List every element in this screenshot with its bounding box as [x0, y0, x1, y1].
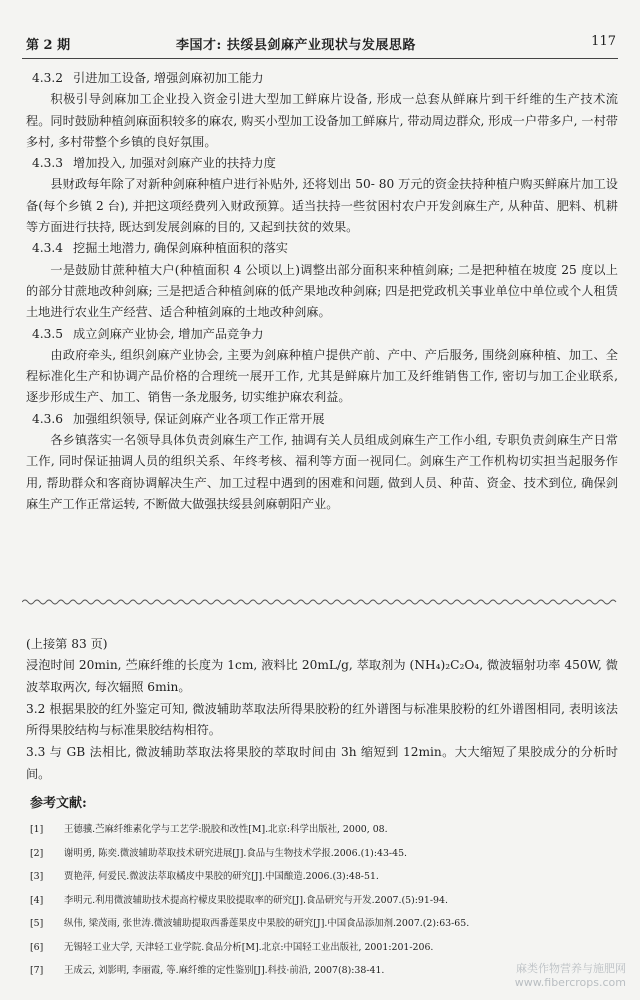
article-body [26, 68, 618, 515]
reference-text: 贾艳萍, 何爱民.微波法萃取橘皮中果胶的研究[J].中国酿造.2006.(3):48-51. [64, 871, 379, 882]
section-title: 成立剑麻产业协会, 增加产品竞争力 [73, 326, 264, 341]
reference-text: 无锡轻工业大学, 天津轻工业学院.食品分析[M].北京:中国轻工业出版社, 2001:201-206. [64, 941, 434, 953]
reference-number: [4] [30, 894, 44, 906]
section-4-3-5 [26, 324, 618, 409]
reference-number: [3] [30, 871, 44, 882]
reference-text: 李明元.利用微波辅助技术提高柠檬皮果胶提取率的研究[J].食品研究与开发.2007.(5):91-94. [64, 894, 448, 906]
references-title: 参考文献: [30, 796, 87, 811]
watermark-site-name: 麻类作物营养与施肥网 [516, 962, 626, 975]
section-4-3-3 [26, 153, 618, 238]
reference-number: [1] [30, 824, 44, 835]
reference-number: [7] [30, 965, 44, 976]
references-list [30, 818, 618, 983]
conclusion-3-2: 3.2 根据果胶的红外鉴定可知, 微波辅助萃取法所得果胶粉的红外谱图与标准果胶粉的红外谱图相同, 表明该法所得果胶结构与标准果胶结构相符。 [26, 701, 618, 738]
reference-item [30, 889, 618, 913]
reference-text: 王成云, 刘影明, 李丽霞, 等.麻纤维的定性鉴别[J].科技·前沿, 2007(8):38-41. [64, 965, 385, 976]
header-rule [22, 58, 618, 59]
section-paragraph: 县财政每年除了对新种剑麻种植户进行补贴外, 还将划出 50- 80 万元的资金扶持种植户购买鲜麻片加工设备(每个乡镇 2 台), 并把这项经费列入财政预算。适当扶持一些贫困村农户开发剑麻生产, 从种苗、肥料、机耕等方面进行扶持, 既达到发展剑麻的目的, 又起到扶贫的效果。 [26, 177, 618, 235]
reference-number: [5] [30, 918, 44, 929]
section-title: 引进加工设备, 增强剑麻初加工能力 [73, 71, 264, 85]
reference-number: [2] [30, 847, 44, 859]
running-title: 李国才: 扶绥县剑麻产业现状与发展思路 [176, 38, 416, 53]
watermark-url: www.fibercrops.com [514, 976, 626, 989]
section-title: 挖掘土地潜力, 确保剑麻种植面积的落实 [73, 241, 288, 256]
issue-number: 第 2 期 [26, 38, 71, 53]
section-heading [26, 153, 618, 174]
continued-from-label: (上接第 83 页) [26, 637, 108, 651]
reference-item [30, 818, 618, 842]
section-title: 增加投入, 加强对剑麻产业的扶持力度 [73, 156, 276, 171]
reference-item [30, 912, 618, 936]
section-paragraph: 一是鼓励甘蔗种植大户(种植面积 4 公顷以上)调整出部分面积来种植剑麻; 二是把种植在坡度 25 度以上的部分甘蔗地改种剑麻; 三是把适合种植剑麻的低产果地改种剑麻; 四是把党政机关事业单位中单位或个人租赁土地进行农业生产经营、适合种植剑麻的土地改种剑麻。 [26, 262, 618, 320]
running-header [26, 34, 616, 56]
section-number: 4.3.2 [32, 71, 64, 85]
wavy-divider [22, 596, 618, 608]
section-heading [26, 68, 618, 89]
section-number: 4.3.3 [32, 156, 64, 171]
section-paragraph: 各乡镇落实一名领导具体负责剑麻生产工作, 抽调有关人员组成剑麻生产工作小组, 专职负责剑麻生产日常工作, 同时保证抽调人员的组织关系、年终考核、福利等方面一视同仁。剑麻生产工作机构切实担当起服务作用, 帮助群众和客商协调解决生产、加工过程中遇到的困难和问题, 做到人员、种苗、资金、技术到位, 确保剑麻生产工作正常运转, 不断做大做强扶绥县剑麻朝阳产业。 [26, 433, 618, 511]
section-title: 加强组织领导, 保证剑麻产业各项工作正常开展 [73, 411, 325, 426]
section-heading [26, 238, 618, 259]
reference-number: [6] [30, 941, 44, 953]
section-heading [26, 409, 618, 430]
continued-paragraph: 浸泡时间 20min, 苎麻纤维的长度为 1cm, 液料比 20mL/g, 萃取剂为 (NH₄)₂C₂O₄, 微波辐射功率 450W, 微波萃取两次, 每次辐照 6min。 [26, 658, 618, 694]
section-4-3-2 [26, 68, 618, 153]
continued-text [26, 634, 618, 785]
reference-item [30, 842, 618, 866]
section-paragraph: 由政府牵头, 组织剑麻产业协会, 主要为剑麻种植户提供产前、产中、产后服务, 围绕剑麻种植、加工、全程标准化生产和协调产品价格的合理统一展开工作, 尤其是鲜麻片加工及纤维销售工作, 密切与加工企业联系, 逐步形成生产、加工、销售一条龙服务, 切实维护麻农利益。 [26, 347, 618, 405]
section-number: 4.3.6 [32, 411, 64, 426]
section-paragraph: 积极引导剑麻加工企业投入资金引进大型加工鲜麻片设备, 形成一总套从鲜麻片到干纤维的生产技术流程。同时鼓励种植剑麻面积较多的麻农, 购买小型加工设备加工鲜麻片, 带动周边群众, 形成一户带多户, 一村带多村, 多村带整个乡镇的良好氛围。 [26, 92, 618, 149]
section-number: 4.3.4 [32, 241, 64, 256]
page-number: 117 [591, 34, 616, 49]
reference-text: 纵伟, 梁茂雨, 张世涛.微波辅助提取西番莲果皮中果胶的研究[J].中国食品添加剂.2007.(2):63-65. [64, 918, 470, 929]
section-4-3-6 [26, 409, 618, 515]
reference-text: 谢明勇, 陈奕.微波辅助萃取技术研究进展[J].食品与生物技术学报.2006.(1):43-45. [64, 847, 408, 859]
section-number: 4.3.5 [32, 326, 64, 341]
section-4-3-4 [26, 238, 618, 323]
reference-text: 王德骥.苎麻纤维素化学与工艺学:脱胶和改性[M].北京:科学出版社, 2000, 08. [64, 824, 388, 835]
reference-item [30, 936, 618, 960]
reference-item [30, 865, 618, 889]
site-watermark [515, 962, 626, 990]
conclusion-3-3: 3.3 与 GB 法相比, 微波辅助萃取法将果胶的萃取时间由 3h 缩短到 12min。大大缩短了果胶成分的分析时间。 [26, 745, 618, 781]
section-heading [26, 324, 618, 345]
